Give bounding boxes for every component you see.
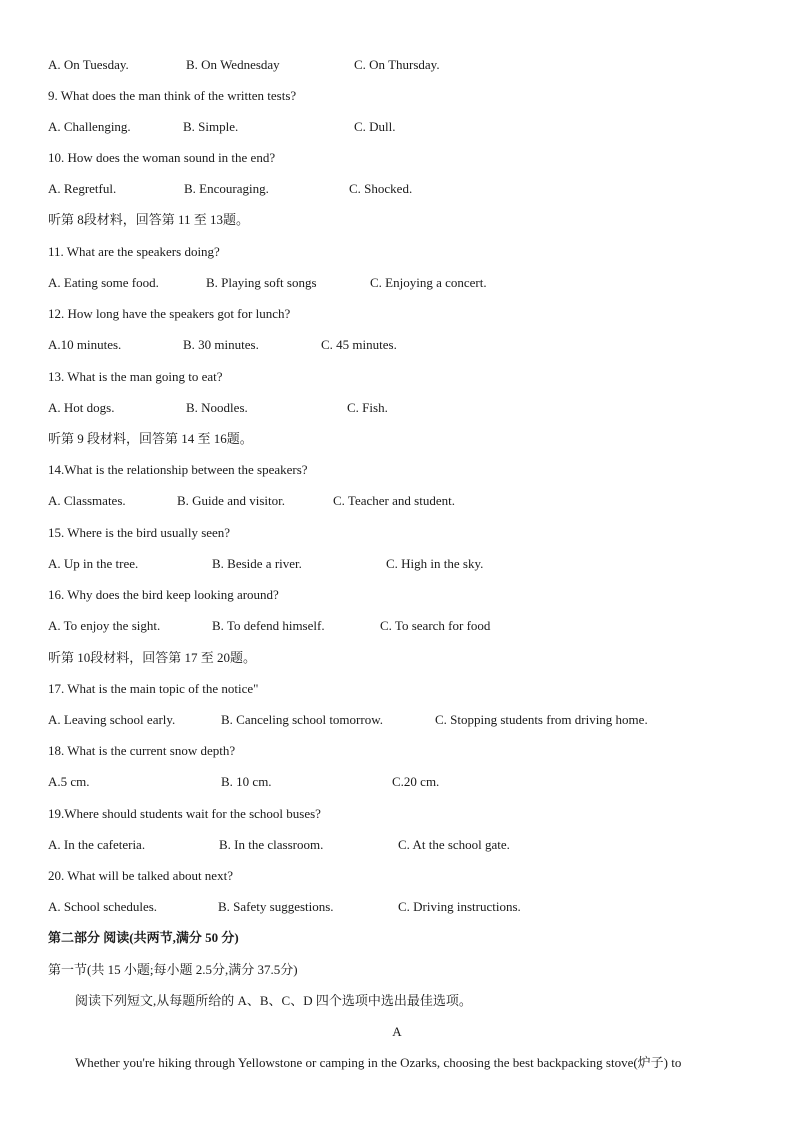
question-text: 16. Why does the bird keep looking around?	[48, 587, 279, 602]
answer-option-c: C. Teacher and student.	[333, 493, 455, 508]
answer-option-c: C. To search for food	[380, 618, 491, 633]
answer-option-c: C. Dull.	[354, 119, 396, 134]
answer-option-b: B. Canceling school tomorrow.	[221, 712, 383, 727]
answer-option-a: A. To enjoy the sight.	[48, 618, 161, 633]
answer-option-b: B. 10 cm.	[221, 774, 272, 789]
answer-option-b: B. Encouraging.	[184, 181, 269, 196]
answer-option-c: C. Driving instructions.	[398, 899, 521, 914]
answer-option-c: C. At the school gate.	[398, 837, 510, 852]
answer-option-a: A. Challenging.	[48, 119, 131, 134]
question-text: 12. How long have the speakers got for lunch?	[48, 306, 291, 321]
answer-option-c: C. On Thursday.	[354, 57, 440, 72]
answer-option-a: A. Hot dogs.	[48, 400, 115, 415]
section-instruction: 听第 10段材料，回答第 17 至 20题。	[48, 650, 257, 665]
part-heading: 第二部分 阅读(共两节,满分 50 分)	[48, 930, 239, 945]
answer-option-a: A. Up in the tree.	[48, 556, 139, 571]
section-instruction: 听第 9 段材料，回答第 14 至 16题。	[48, 431, 253, 446]
answer-option-a: A. On Tuesday.	[48, 57, 129, 72]
answer-option-b: B. On Wednesday	[186, 57, 280, 72]
question-text: 14.What is the relationship between the speakers?	[48, 462, 308, 477]
answer-option-c: C. Shocked.	[349, 181, 413, 196]
answer-option-b: B. Playing soft songs	[206, 275, 317, 290]
question-text: 第一节(共 15 小题;每小题 2.5分,满分 37.5分)	[48, 962, 298, 977]
answer-option-a: A. School schedules.	[48, 899, 158, 914]
answer-option-c: C. High in the sky.	[386, 556, 484, 571]
answer-option-c: C. Enjoying a concert.	[370, 275, 487, 290]
answer-option-a: A. In the cafeteria.	[48, 837, 146, 852]
answer-option-c: C.20 cm.	[392, 774, 440, 789]
question-text: 17. What is the main topic of the notice"	[48, 681, 259, 696]
question-text: 15. Where is the bird usually seen?	[48, 525, 231, 540]
question-text: 11. What are the speakers doing?	[48, 244, 220, 259]
answer-option-a: A. Classmates.	[48, 493, 126, 508]
answer-option-a: A.5 cm.	[48, 774, 90, 789]
question-text: 9. What does the man think of the written tests?	[48, 88, 297, 103]
answer-option-c: C. 45 minutes.	[321, 337, 397, 352]
question-text: 18. What is the current snow depth?	[48, 743, 236, 758]
question-text: 20. What will be talked about next?	[48, 868, 233, 883]
answer-option-c: C. Fish.	[347, 400, 388, 415]
question-text: 19.Where should students wait for the school buses?	[48, 806, 321, 821]
answer-option-a: A.10 minutes.	[48, 337, 122, 352]
answer-option-b: B. Simple.	[183, 119, 239, 134]
answer-option-b: B. To defend himself.	[212, 618, 325, 633]
answer-option-b: B. 30 minutes.	[183, 337, 259, 352]
question-text: 10. How does the woman sound in the end?	[48, 150, 276, 165]
answer-option-a: A. Regretful.	[48, 181, 117, 196]
answer-option-c: C. Stopping students from driving home.	[435, 712, 648, 727]
passage-title: A	[392, 1024, 402, 1039]
paragraph-text: Whether you're hiking through Yellowstone or camping in the Ozarks, choosing the best backpacking stove(炉子) to	[75, 1055, 682, 1070]
question-text: 13. What is the man going to eat?	[48, 369, 223, 384]
answer-option-a: A. Eating some food.	[48, 275, 159, 290]
answer-option-a: A. Leaving school early.	[48, 712, 176, 727]
answer-option-b: B. Beside a river.	[212, 556, 302, 571]
answer-option-b: B. Guide and visitor.	[177, 493, 285, 508]
answer-option-b: B. Noodles.	[186, 400, 248, 415]
paragraph-text: 阅读下列短文,从每题所给的 A、B、C、D 四个选项中选出最佳选项。	[75, 993, 472, 1008]
section-instruction: 听第 8段材料，回答第 11 至 13题。	[48, 212, 250, 227]
answer-option-b: B. Safety suggestions.	[218, 899, 334, 914]
answer-option-b: B. In the classroom.	[219, 837, 324, 852]
